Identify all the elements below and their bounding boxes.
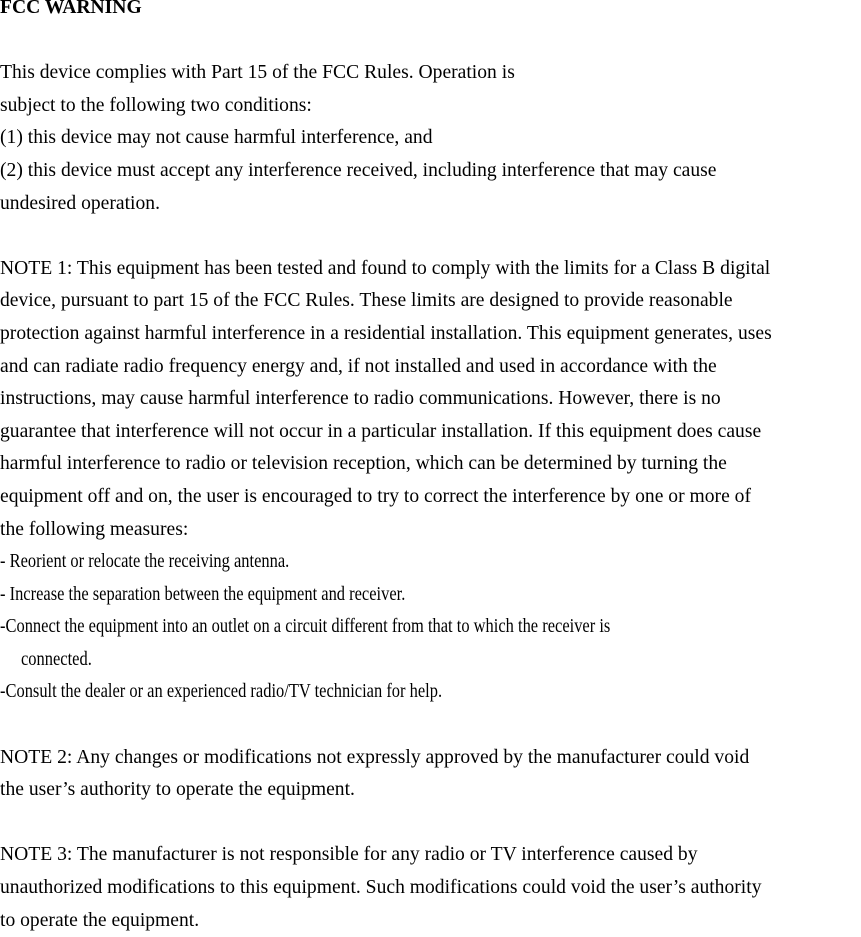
intro-line: This device complies with Part 15 of the FCC Rules. Operation is [0,62,515,84]
spacer [0,807,861,840]
spacer [0,25,861,58]
intro-line: subject to the following two conditions: [0,94,312,116]
note-2-line: the user’s authority to operate the equipment. [0,779,355,801]
note-1-paragraph [0,253,861,546]
measures-list [0,546,861,709]
note-1-line: harmful interference to radio or television reception, which can be determined by turning the [0,453,727,475]
measure-item: - Increase the separation between the equipment and receiver. [0,583,406,605]
spacer [0,220,861,253]
condition-2: (2) this device must accept any interference received, including interference that may cause [0,159,717,181]
note-1-line: guarantee that interference will not occur in a particular installation. If this equipment does cause [0,420,762,442]
measure-item-continuation: connected. [21,648,92,670]
note-2-line: NOTE 2: Any changes or modifications not expressly approved by the manufacturer could void [0,746,750,768]
condition-1: (1) this device may not cause harmful interference, and [0,127,433,149]
note-3-line: to operate the equipment. [0,909,200,931]
intro-line: undesired operation. [0,192,160,214]
measure-item: -Connect the equipment into an outlet on a circuit different from that to which the receiver is [0,616,611,638]
note-1-line: equipment off and on, the user is encouraged to try to correct the interference by one or more of [0,485,751,507]
note-3-line: unauthorized modifications to this equipment. Such modifications could void the user’s authority [0,877,762,899]
note-1-line: device, pursuant to part 15 of the FCC Rules. These limits are designed to provide reasonable [0,290,733,312]
intro-paragraph [0,57,861,220]
note-1-line: NOTE 1: This equipment has been tested and found to comply with the limits for a Class B digital [0,257,771,279]
note-1-line: instructions, may cause harmful interference to radio communications. However, there is no [0,388,721,410]
note-3-line: NOTE 3: The manufacturer is not responsible for any radio or TV interference caused by [0,844,698,866]
measure-item: - Reorient or relocate the receiving antenna. [0,551,290,573]
note-1-line: the following measures: [0,518,189,540]
spacer [0,709,861,742]
note-2-paragraph [0,742,861,807]
note-3-paragraph [0,839,861,937]
measure-item: -Consult the dealer or an experienced radio/TV technician for help. [0,681,443,703]
note-1-line: protection against harmful interference in a residential installation. This equipment generates, uses [0,322,772,344]
document-title: FCC WARNING [0,0,142,18]
note-1-line: and can radiate radio frequency energy and, if not installed and used in accordance with the [0,355,717,377]
